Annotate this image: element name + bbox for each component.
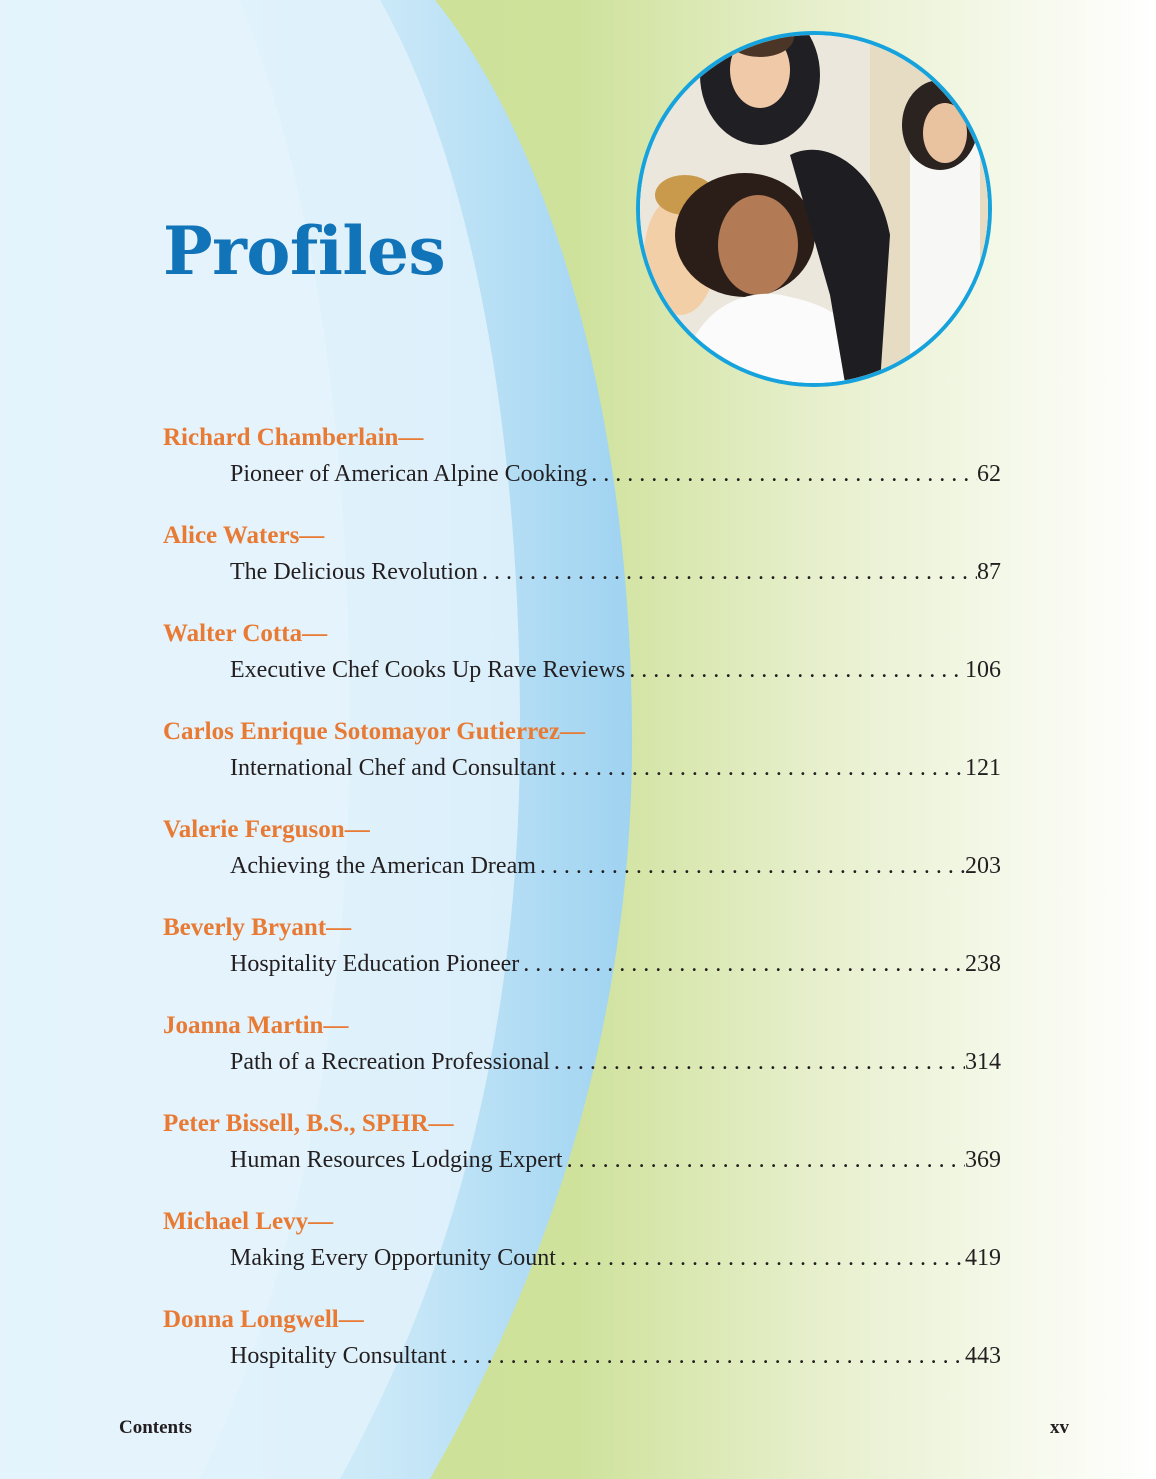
profile-name: Michael Levy— [163, 1208, 334, 1235]
profile-line [230, 652, 1001, 688]
profile-line [230, 1142, 1001, 1178]
page-number: 314 [965, 1049, 1001, 1075]
profile-entry[interactable] [163, 616, 1001, 714]
profile-name: Donna Longwell— [163, 1306, 364, 1333]
profile-name: Alice Waters— [163, 522, 325, 549]
page-number: 443 [965, 1343, 1001, 1369]
page-number: 238 [965, 951, 1001, 977]
profile-line [230, 1044, 1001, 1080]
profile-entry[interactable] [163, 1008, 1001, 1106]
profile-line [230, 1338, 1001, 1374]
page-number: 419 [965, 1245, 1001, 1271]
dot-leader [536, 848, 965, 884]
profile-entry[interactable] [163, 1302, 1001, 1400]
page-title: Profiles [163, 212, 446, 290]
profile-entry[interactable] [163, 910, 1001, 1008]
profile-line [230, 750, 1001, 786]
profile-name: Richard Chamberlain— [163, 424, 424, 451]
profile-name: Peter Bissell, B.S., SPHR— [163, 1110, 454, 1137]
dot-leader [519, 946, 965, 982]
profile-entry[interactable] [163, 518, 1001, 616]
profile-name: Walter Cotta— [163, 620, 328, 647]
dot-leader [556, 750, 965, 786]
profile-entry[interactable] [163, 714, 1001, 812]
profile-name: Beverly Bryant— [163, 914, 352, 941]
profile-line [230, 456, 1001, 492]
dot-leader [556, 1240, 965, 1276]
profile-description: Pioneer of American Alpine Cooking [230, 461, 588, 487]
profile-line [230, 946, 1001, 982]
page-number: 106 [965, 657, 1001, 683]
profiles-list [163, 420, 1001, 1400]
dot-leader [447, 1338, 965, 1374]
profile-line [230, 1240, 1001, 1276]
dot-leader [625, 652, 965, 688]
page-number: 369 [965, 1147, 1001, 1173]
page-number: 87 [977, 559, 1001, 585]
business-people-photo [636, 31, 992, 387]
profile-entry[interactable] [163, 420, 1001, 518]
footer-page-number: xv [1050, 1417, 1069, 1438]
profile-description: The Delicious Revolution [230, 559, 478, 585]
profile-line [230, 554, 1001, 590]
profile-name: Carlos Enrique Sotomayor Gutierrez— [163, 718, 585, 745]
dot-leader [550, 1044, 965, 1080]
profile-description: Human Resources Lodging Expert [230, 1147, 563, 1173]
profile-description: International Chef and Consultant [230, 755, 556, 781]
profile-description: Hospitality Education Pioneer [230, 951, 520, 977]
profile-description: Achieving the American Dream [230, 853, 536, 879]
profile-line [230, 848, 1001, 884]
profile-description: Path of a Recreation Professional [230, 1049, 550, 1075]
profile-entry[interactable] [163, 1204, 1001, 1302]
footer-section-label: Contents [119, 1417, 192, 1438]
business-people-photo-icon [640, 35, 988, 383]
page-number: 62 [977, 461, 1001, 487]
profile-entry[interactable] [163, 812, 1001, 910]
page-number: 121 [965, 755, 1001, 781]
profile-description: Executive Chef Cooks Up Rave Reviews [230, 657, 626, 683]
profile-name: Joanna Martin— [163, 1012, 349, 1039]
dot-leader [478, 554, 977, 590]
dot-leader [587, 456, 977, 492]
page-number: 203 [965, 853, 1001, 879]
profile-description: Making Every Opportunity Count [230, 1245, 556, 1271]
profile-name: Valerie Ferguson— [163, 816, 370, 843]
dot-leader [563, 1142, 965, 1178]
profile-description: Hospitality Consultant [230, 1343, 447, 1369]
profile-entry[interactable] [163, 1106, 1001, 1204]
